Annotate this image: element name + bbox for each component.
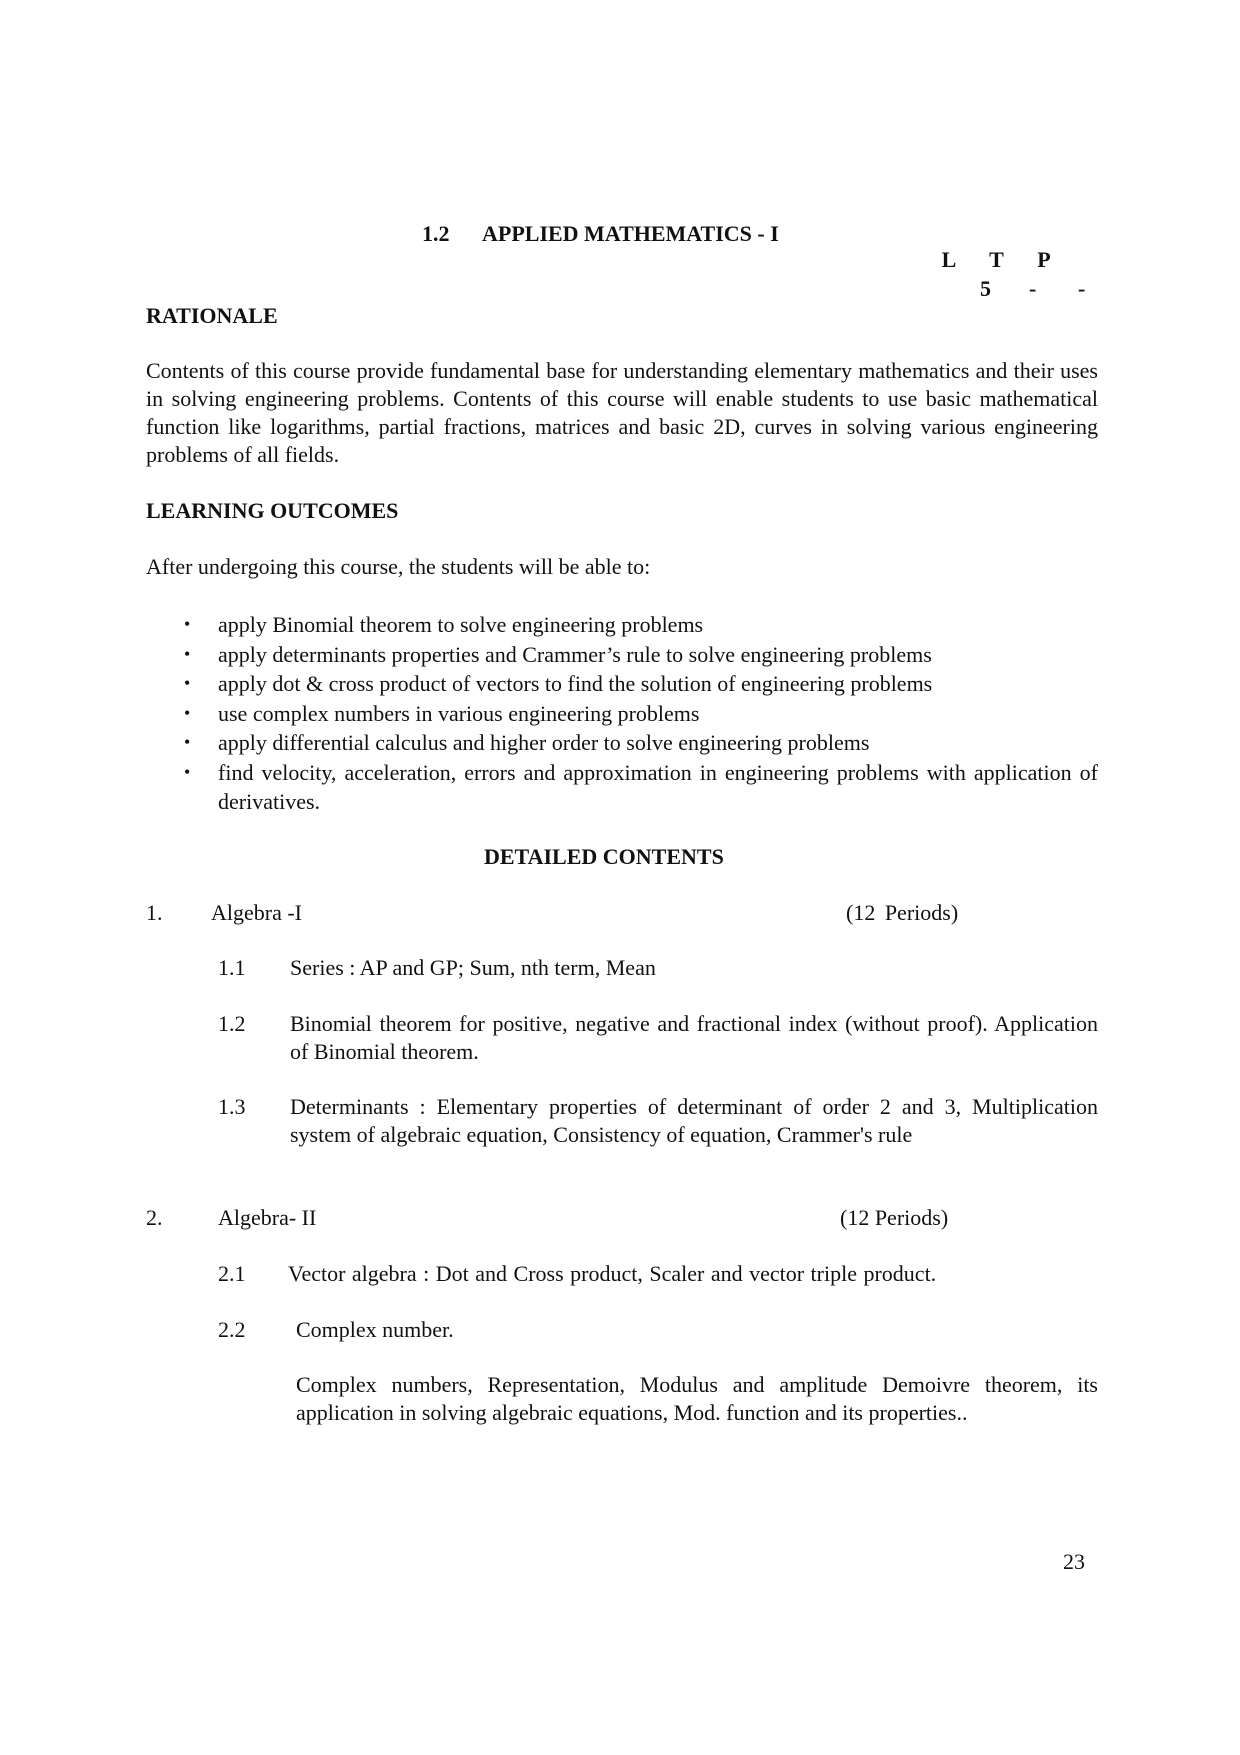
ltp-value-p: - — [1078, 276, 1086, 301]
bullet-icon: • — [184, 732, 191, 752]
bullet-icon: • — [184, 702, 191, 723]
detailed-heading: DETAILED CONTENTS — [484, 844, 724, 869]
bullet-icon: • — [184, 643, 191, 664]
sub-number: 1.3 — [218, 1094, 246, 1119]
course-title: APPLIED MATHEMATICS - I — [482, 221, 779, 246]
list-item: • apply determinants properties and Crammer’s rule to solve engineering problems — [184, 640, 1098, 670]
page-number: 23 — [1063, 1549, 1085, 1574]
sub-text: Determinants : Elementary properties of determinant of order 2 and 3, Multiplication system of algebraic equation, Consistency of equation, Crammer's rule — [290, 1094, 1098, 1147]
sub-paragraph: Complex numbers, Representation, Modulus and amplitude Demoivre theorem, its application in solving algebraic equations, Mod. function and its properties.. — [296, 1372, 1098, 1425]
sub-text: Binomial theorem for positive, negative and fractional index (without proof). Application of Binomial theorem. — [290, 1011, 1098, 1064]
list-item: • apply differential calculus and higher order to solve engineering problems — [184, 728, 1098, 758]
sub-text: Vector algebra : Dot and Cross product, Scaler and vector triple product. — [288, 1261, 937, 1286]
ltp-labels — [938, 246, 1055, 274]
bullet-icon: • — [184, 761, 191, 782]
list-item: • find velocity, acceleration, errors and approximation in engineering problems with application of derivatives. — [184, 759, 1098, 814]
outcomes-list — [184, 610, 1098, 817]
unit-number: 1. — [146, 900, 163, 925]
sub-number: 1.1 — [218, 955, 246, 980]
unit-title: Algebra- II — [218, 1205, 317, 1230]
unit-number: 2. — [146, 1205, 163, 1230]
ltp-label-p: P — [1037, 247, 1051, 272]
rationale-text: Contents of this course provide fundamental base for understanding elementary mathematics and their uses in solving engineering problems. Contents of this course will enable students to use basic mathematical function like logarithms, partial fractions, matrices and basic 2D, curves in solving various engineering problems of all fields. — [146, 358, 1098, 467]
unit-periods: (12 Periods) — [846, 900, 959, 925]
unit-title: Algebra -I — [211, 900, 303, 925]
list-item: • use complex numbers in various engineering problems — [184, 699, 1098, 729]
outcomes-heading: LEARNING OUTCOMES — [146, 498, 399, 523]
sub-text: Series : AP and GP; Sum, nth term, Mean — [290, 955, 656, 980]
sub-number: 2.1 — [218, 1261, 246, 1286]
ltp-label-t: T — [989, 247, 1004, 272]
ltp-label-l: L — [941, 247, 957, 272]
ltp-value-l: 5 — [980, 276, 991, 301]
sub-number: 1.2 — [218, 1011, 246, 1036]
sub-text: Complex number. — [296, 1317, 454, 1342]
outcomes-intro: After undergoing this course, the students will be able to: — [146, 554, 651, 579]
bullet-icon: • — [184, 673, 191, 693]
list-item: • apply Binomial theorem to solve engineering problems — [184, 610, 1098, 640]
rationale-heading: RATIONALE — [146, 303, 278, 328]
ltp-value-t: - — [1029, 276, 1037, 301]
list-item: • apply dot & cross product of vectors to find the solution of engineering problems — [184, 669, 1098, 699]
section-number: 1.2 — [422, 221, 450, 246]
sub-number: 2.2 — [218, 1317, 246, 1342]
unit-periods: (12 Periods) — [840, 1205, 949, 1230]
bullet-icon: • — [184, 614, 191, 634]
